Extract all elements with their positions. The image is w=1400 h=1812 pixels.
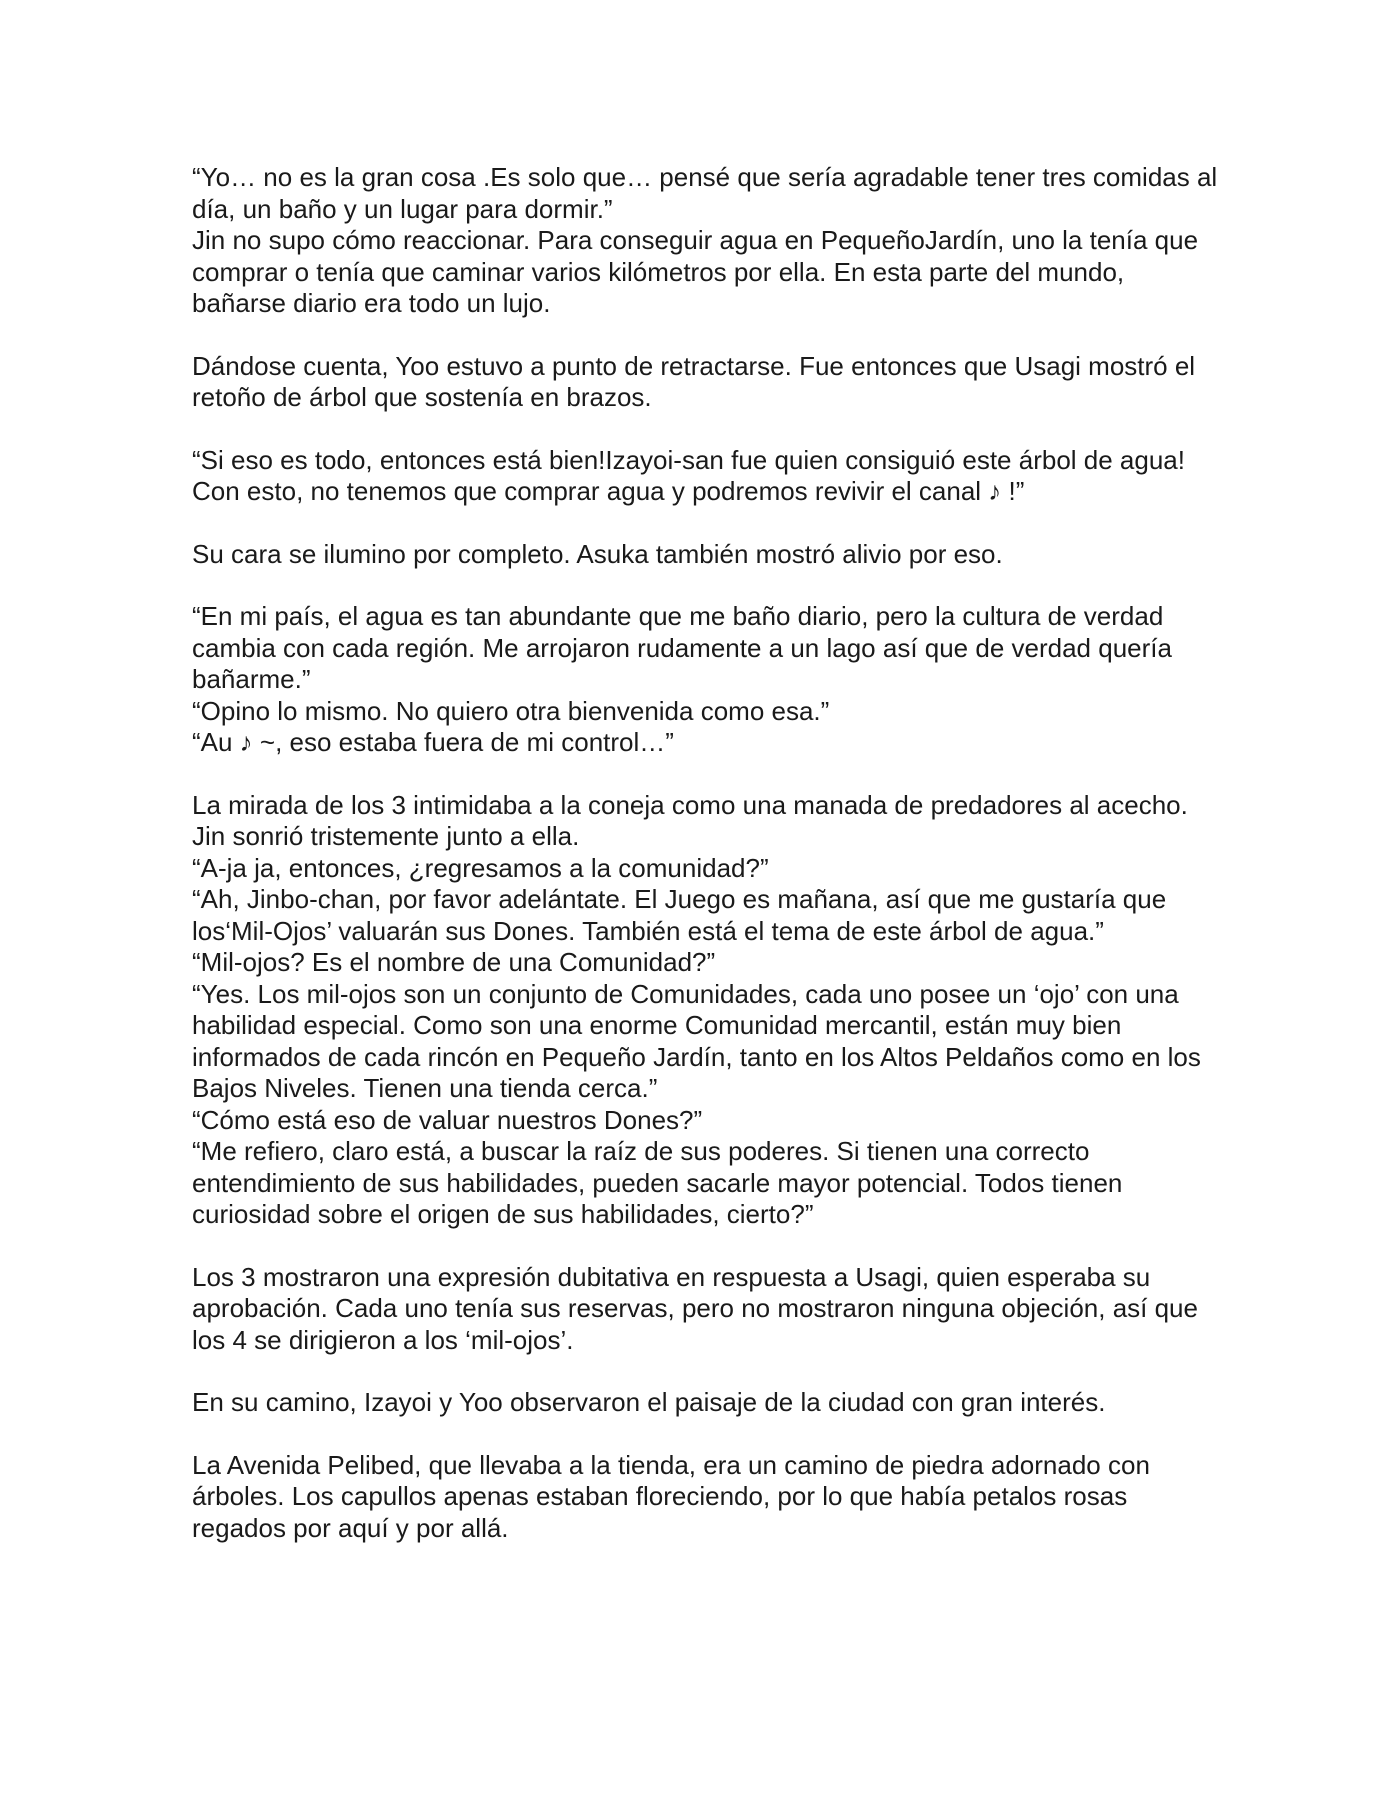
paragraph: “Ah, Jinbo-chan, por favor adelántate. El Juego es mañana, así que me gustaría que los‘Mil-Ojos’ valuarán sus Dones. También está el tema de este árbol de agua.” (192, 884, 1167, 946)
paragraph: “En mi país, el agua es tan abundante que me baño diario, pero la cultura de verdad cambia con cada región. Me arrojaron rudamente a un lago así que de verdad quería bañarme.” (192, 601, 1172, 694)
paragraph: La mirada de los 3 intimidaba a la coneja como una manada de predadores al acecho. Jin sonrió tristemente junto a ella. (192, 789, 1188, 851)
paragraph-spacer (192, 508, 1222, 539)
paragraph: En su camino, Izayoi y Yoo observaron el paisaje de la ciudad con gran interés. (192, 1387, 1106, 1417)
paragraph: “Si eso es todo, entonces está bien!Izayoi-san fue quien consiguió este árbol de agua! Con esto, no tenemos que comprar agua y podremos revivir el canal ♪ !” (192, 444, 1185, 506)
paragraph: Los 3 mostraron una expresión dubitativa en respuesta a Usagi, quien esperaba su aprobación. Cada uno tenía sus reservas, pero no mostraron ninguna objeción, así que los 4 se dirigieron a los ‘mil-ojos’. (192, 1261, 1198, 1355)
paragraph: “Cómo está eso de valuar nuestros Dones?” (192, 1104, 703, 1135)
paragraph-spacer (192, 320, 1222, 351)
paragraph: “Yo… no es la gran cosa .Es solo que… pensé que sería agradable tener tres comidas al día, un baño y un lugar para dormir.” (192, 162, 1218, 224)
paragraph-spacer (192, 414, 1222, 445)
paragraph: “Mil-ojos? Es el nombre de una Comunidad?” (192, 947, 716, 977)
document-body (192, 162, 1222, 1544)
paragraph: Dándose cuenta, Yoo estuvo a punto de retractarse. Fue entonces que Usagi mostró el retoño de árbol que sostenía en brazos. (192, 350, 1196, 412)
paragraph: “Opino lo mismo. No quiero otra bienvenida como esa.” (192, 695, 830, 726)
paragraph: “Au ♪ ~, eso estaba fuera de mi control…” (192, 727, 674, 757)
paragraph: Jin no supo cómo reaccionar. Para conseguir agua en PequeñoJardín, uno la tenía que comprar o tenía que caminar varios kilómetros por ella. En esta parte del mundo, bañarse diario era todo un lujo. (192, 225, 1199, 318)
paragraph: “Yes. Los mil-ojos son un conjunto de Comunidades, cada uno posee un ‘ojo’ con una habilidad especial. Como son una enorme Comunidad mercantil, están muy bien informados de cada rincón en Pequeño Jardín, tanto en los Altos Peldaños como en los Bajos Niveles. Tienen una tienda cerca.” (192, 978, 1201, 1103)
paragraph-spacer (192, 570, 1222, 601)
paragraph-spacer (192, 1356, 1222, 1387)
paragraph: “Me refiero, claro está, a buscar la raíz de sus poderes. Si tienen una correcto entendimiento de sus habilidades, pueden sacarle mayor potencial. Todos tienen curiosidad sobre el origen de sus habilidades, cierto?” (192, 1136, 1123, 1229)
paragraph: “A-ja ja, entonces, ¿regresamos a la comunidad?” (192, 852, 769, 883)
paragraph-spacer (192, 1231, 1222, 1262)
paragraph-spacer (192, 1419, 1222, 1450)
paragraph: Su cara se ilumino por completo. Asuka también mostró alivio por eso. (192, 538, 1003, 569)
paragraph: La Avenida Pelibed, que llevaba a la tienda, era un camino de piedra adornado con árboles. Los capullos apenas estaban floreciendo, por lo que había petalos rosas regados por aquí y por allá. (192, 1449, 1150, 1543)
paragraph-spacer (192, 759, 1222, 790)
